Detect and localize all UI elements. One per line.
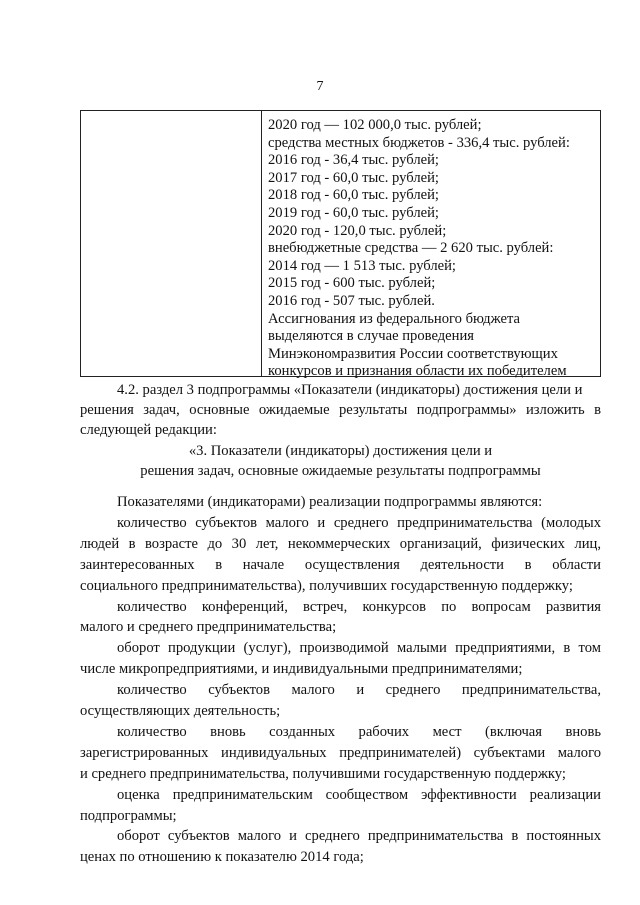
table-line: 2017 год - 60,0 тыс. рублей; (268, 169, 439, 186)
table-line: 2020 год — 102 000,0 тыс. рублей; (268, 117, 482, 133)
indicator-7-line-1: оборот субъектов малого и среднего предпринимательства в постоянных (117, 828, 601, 844)
indicator-3-line-1: оборот продукции (услуг), производимой малыми предприятиями, в том (117, 640, 601, 656)
indicator-5-line-3: и среднего предпринимательства, получившими государственную поддержку; (80, 766, 566, 782)
page-number: 7 (316, 79, 324, 94)
table-line: 2020 год - 120,0 тыс. рублей; (268, 222, 447, 239)
indicator-2-line-2: малого и среднего предпринимательства; (80, 619, 337, 635)
section-4-2-line-2: решения задач, основные ожидаемые результаты подпрограммы» изложить в (80, 402, 601, 418)
indicator-4-line-2: осуществляющих деятельность; (80, 703, 281, 719)
indicator-1-line-2: людей в возрасте до 30 лет, некоммерческих организаций, физических лиц, (80, 536, 601, 552)
indicator-1-line-1: количество субъектов малого и среднего предпринимательства (молодых (117, 515, 601, 531)
indicator-5-line-2: зарегистрированных индивидуальных предпринимателей) субъектами малого (80, 745, 601, 761)
indicator-6-line-2: подпрограммы; (80, 808, 177, 824)
funding-table (80, 110, 601, 380)
section-4-2-line-1: 4.2. раздел 3 подпрограммы «Показатели (индикаторы) достижения цели и (117, 382, 583, 398)
table-line: 2014 год — 1 513 тыс. рублей; (268, 257, 456, 274)
indicator-4-line-1: количество субъектов малого и среднего предпринимательства, (117, 682, 601, 698)
table-line: внебюджетные средства — 2 620 тыс. рублей: (268, 240, 554, 257)
table-right-cell (268, 117, 600, 381)
table-line: 2015 год - 600 тыс. рублей; (268, 275, 436, 292)
table-line: 2019 год - 60,0 тыс. рублей; (268, 204, 439, 221)
table-line: 2018 год - 60,0 тыс. рублей; (268, 187, 439, 204)
table-line: Минэкономразвития России соответствующих (268, 345, 558, 362)
section-4-2-line-3: следующей редакции: (80, 422, 217, 438)
section-heading-line-1: «3. Показатели (индикаторы) достижения цели и (188, 443, 493, 459)
table-line: 2016 год - 507 тыс. рублей. (268, 292, 435, 309)
indicator-2-line-1: количество конференций, встреч, конкурсов по вопросам развития (117, 599, 601, 615)
indicator-1-line-3: заинтересованных в начале осуществления деятельности в области (80, 557, 601, 573)
indicators-intro: Показателями (индикаторами) реализации подпрограммы являются: (117, 494, 543, 510)
indicator-6-line-1: оценка предпринимательским сообществом эффективности реализации (117, 787, 601, 803)
table-line: 2016 год - 36,4 тыс. рублей; (268, 152, 439, 169)
section-heading-line-2: решения задач, основные ожидаемые результаты подпрограммы (140, 463, 541, 479)
indicator-3-line-2: числе микропредприятиями, и индивидуальными предпринимателями; (80, 661, 523, 677)
table-line: Ассигнования из федерального бюджета (268, 310, 520, 327)
indicator-1-line-4: социального предпринимательства), получивших государственную поддержку; (80, 578, 573, 594)
table-line: средства местных бюджетов - 336,4 тыс. рублей: (268, 134, 570, 151)
table-line: конкурсов и признания области их победителем (268, 363, 567, 380)
table-column-divider (261, 111, 262, 376)
indicator-5-line-1: количество вновь созданных рабочих мест (включая вновь (117, 724, 601, 740)
table-line: выделяются в случае проведения (268, 328, 474, 345)
indicator-7-line-2: ценах по отношению к показателю 2014 года; (80, 849, 364, 865)
